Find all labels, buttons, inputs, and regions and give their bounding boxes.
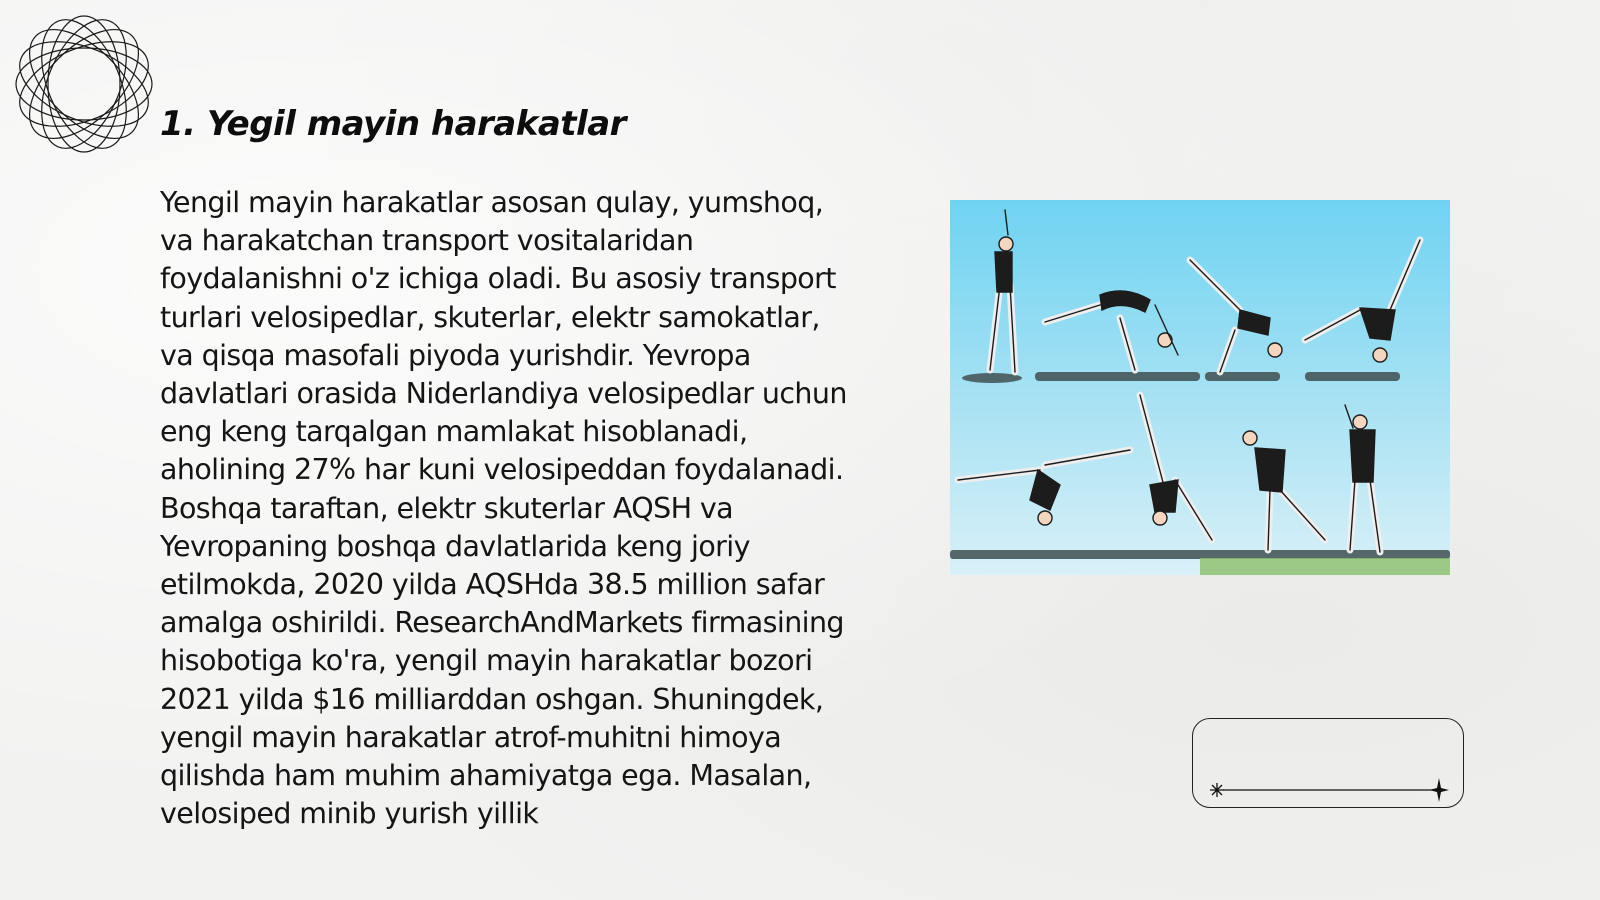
slide-title: 1. Yegil mayin harakatlar: [160, 104, 626, 144]
rosette-ornament-icon: [10, 10, 158, 158]
slide-body-text: Yengil mayin harakatlar asosan qulay, yumshoq, va harakatchan transport vositalaridan foydalanishni o'z ichiga oladi. Bu asosiy transport turlari velosipedlar, skuterlar, elektr samokatlar, va qisqa masofali piyoda yurishdir. Yevropa davlatlari orasida Niderlandiya velosipedlar uchun eng keng tarqalgan mamlakat hisoblanadi, aholining 27% har kuni velosipeddan foydalanadi. Boshqa taraftan, elektr skuterlar AQSH va Yevropaning boshqa davlatlarida keng joriy etilmokda, 2020 yilda AQSHda 38.5 million safar amalga oshirildi. ResearchAndMarkets firmasining hisobotiga ko'ra, yengil mayin harakatlar bozori 2021 yilda $16 milliarddan oshgan. Shuningdek, yengil mayin harakatlar atrof-muhitni himoya qilishda ham muhim ahamiyatga ega. Masalan, velosiped minib yurish yillik: [160, 186, 847, 831]
sparkle-icon: [1210, 783, 1224, 797]
gymnast-illustration: [950, 200, 1450, 575]
star-icon: [1429, 778, 1449, 802]
caption-frame: [1192, 718, 1464, 808]
